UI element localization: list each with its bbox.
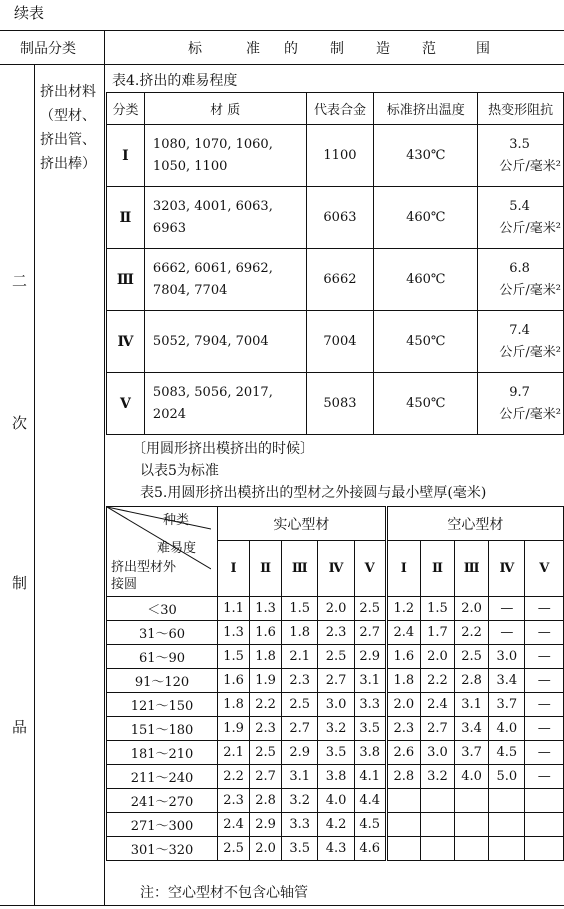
table5-solid-cell: 2.5 (250, 741, 282, 765)
table4-temp-cell: 460℃ (374, 249, 478, 311)
table4-row (107, 125, 564, 187)
table5-hollow-cell (525, 837, 564, 861)
table5-hollow-cell: — (525, 621, 564, 645)
table5-range-cell: 31～60 (107, 621, 218, 645)
table4-class-cell: Ⅲ (107, 249, 145, 311)
rule-category-divider (104, 30, 105, 905)
table5-row (107, 693, 564, 717)
table5-solid-cell: 1.8 (250, 645, 282, 669)
table5-solid-cell: 2.0 (318, 597, 354, 621)
table5-class-header: Ⅲ (282, 541, 318, 597)
table4-temp-cell: 460℃ (374, 187, 478, 249)
table4-title: 表4.挤出的难易程度 (112, 73, 238, 89)
corner-row-label: 挤出型材外接圆 (111, 560, 177, 592)
material-line: 6662, 6061, 6962, (152, 260, 273, 276)
table5-solid-cell: 4.0 (318, 789, 354, 813)
note-round-die: 〔用圆形挤出模挤出的时候〕 (132, 441, 314, 457)
resistance-value: 5.4 (509, 198, 530, 214)
table5-class-header: Ⅴ (525, 541, 564, 597)
table5-solid-cell: 2.7 (250, 765, 282, 789)
table5-hollow-cell: — (525, 669, 564, 693)
table5-class-header: Ⅱ (250, 541, 282, 597)
resistance-value: 3.5 (509, 136, 530, 152)
header-category: 制品分类 (20, 41, 76, 57)
table5-solid-cell: 2.7 (282, 717, 318, 741)
section-char-3: 制 (12, 574, 28, 592)
table5-row (107, 621, 564, 645)
header-standard-char-3: 的 (284, 41, 298, 57)
table5-hollow-cell: 1.7 (420, 621, 454, 645)
table5-hollow-cell (386, 837, 420, 861)
material-line: 5083, 5056, 2017, (152, 384, 273, 400)
table5-hollow-cell: — (489, 597, 525, 621)
subcategory-line: （型材、 (40, 108, 96, 124)
table5-hollow-cell (420, 789, 454, 813)
table5-hollow-cell: 2.0 (455, 597, 489, 621)
table5-class-header: Ⅳ (489, 541, 525, 597)
subcategory-line: 挤出棒） (40, 156, 96, 172)
table5-class-header: Ⅱ (420, 541, 454, 597)
table5-solid-cell: 3.2 (318, 717, 354, 741)
table5-hollow-cell: 2.6 (386, 741, 420, 765)
subcategory-line: 挤出材料 (40, 84, 96, 100)
table5-solid-cell: 2.7 (318, 669, 354, 693)
table5-title: 表5.用圆形挤出模挤出的型材之外接圆与最小壁厚(毫米) (140, 485, 487, 501)
table5-solid-cell: 1.9 (250, 669, 282, 693)
resistance-unit: 公斤/毫米² (499, 406, 561, 422)
table4-header-class: 分类 (107, 93, 145, 125)
table4-header-temp: 标准挤出温度 (374, 93, 478, 125)
table5-solid-cell: 2.0 (250, 837, 282, 861)
section-char-1: 二 (12, 272, 28, 290)
table5-footnote: 注：空心型材不包含心轴管 (140, 885, 308, 901)
table4-alloy-cell: 5083 (306, 373, 374, 435)
table4-class-cell: Ⅴ (107, 373, 145, 435)
table5-solid-cell: 4.6 (354, 837, 386, 861)
corner-difficulty-label: 难易度 (157, 541, 197, 556)
material-line: 2024 (152, 406, 187, 422)
table5-hollow-cell: 1.2 (386, 597, 420, 621)
table5-range-cell: 211～240 (107, 765, 218, 789)
table4-resistance-cell (478, 249, 564, 311)
table5-hollow-cell: — (525, 717, 564, 741)
table5-hollow-cell (455, 789, 489, 813)
table5-range-cell: 271～300 (107, 813, 218, 837)
table5-row (107, 813, 564, 837)
table4-material-cell (144, 249, 306, 311)
table5-solid-cell: 4.2 (318, 813, 354, 837)
table5-row (107, 645, 564, 669)
table5-hollow-cell (455, 837, 489, 861)
table5-hollow-cell: — (525, 645, 564, 669)
table4-resistance-cell (478, 311, 564, 373)
table5-hollow-cell: 2.4 (386, 621, 420, 645)
table5-hollow-cell: 3.1 (455, 693, 489, 717)
table4-temp-cell: 450℃ (374, 311, 478, 373)
table5-hollow-cell: — (525, 597, 564, 621)
table5-hollow-cell: 2.2 (455, 621, 489, 645)
table4-material-cell (144, 373, 306, 435)
table5-hollow-cell: — (525, 741, 564, 765)
material-line: 6963 (152, 220, 187, 236)
table5-hollow-cell (420, 813, 454, 837)
table5-class-header: Ⅰ (218, 541, 250, 597)
table5-solid-cell: 2.8 (250, 789, 282, 813)
table5-group-row (107, 507, 564, 541)
table5-solid-cell: 2.5 (218, 837, 250, 861)
table5-hollow-cell (525, 789, 564, 813)
table5-range-cell: 151～180 (107, 717, 218, 741)
table4-resistance-cell (478, 187, 564, 249)
table5-solid-cell: 2.2 (250, 693, 282, 717)
table4-row (107, 311, 564, 373)
table5-hollow-cell: 5.0 (489, 765, 525, 789)
table5-row (107, 669, 564, 693)
table5-solid-cell: 3.3 (354, 693, 386, 717)
table5-solid-cell: 3.8 (354, 741, 386, 765)
table5-range-cell: 61～90 (107, 645, 218, 669)
table5-solid-cell: 4.3 (318, 837, 354, 861)
table5-hollow-cell: 2.3 (386, 717, 420, 741)
table5-class-header: Ⅰ (386, 541, 420, 597)
table5-row (107, 789, 564, 813)
table5-solid-cell: 2.1 (218, 741, 250, 765)
header-standard-char-7: 围 (476, 41, 490, 57)
table5-row (107, 765, 564, 789)
table5-solid-cell: 2.3 (218, 789, 250, 813)
table5-solid-cell: 1.5 (218, 645, 250, 669)
material-line: 7804, 7704 (152, 282, 228, 298)
material-line: 3203, 4001, 6063, (152, 198, 273, 214)
table5-solid-cell: 3.5 (282, 837, 318, 861)
table5-hollow-cell: — (525, 765, 564, 789)
table4-temp-cell: 450℃ (374, 373, 478, 435)
header-standard-char-4: 制 (330, 41, 344, 57)
table4-alloy-cell: 6063 (306, 187, 374, 249)
table5-solid-cell: 1.1 (218, 597, 250, 621)
table4-header-material: 材 质 (144, 93, 306, 125)
table5-row (107, 837, 564, 861)
table5-solid-cell: 2.5 (318, 645, 354, 669)
table5-hollow-header: 空心型材 (386, 507, 563, 541)
section-char-2: 次 (12, 414, 28, 432)
table5-hollow-cell: 3.0 (420, 741, 454, 765)
table4-alloy-cell: 1100 (306, 125, 374, 187)
table5-hollow-cell: 3.2 (420, 765, 454, 789)
table5-hollow-cell: 2.8 (386, 765, 420, 789)
subcategory-label (40, 80, 96, 176)
table5-hollow-cell (386, 813, 420, 837)
table5-hollow-cell: 3.4 (489, 669, 525, 693)
table5-hollow-cell: — (525, 693, 564, 717)
table4-alloy-cell: 7004 (306, 311, 374, 373)
header-standard-char-5: 造 (376, 41, 390, 57)
table5-row (107, 741, 564, 765)
table5-solid-cell: 2.4 (218, 813, 250, 837)
continued-label: 续表 (14, 4, 45, 22)
table4 (106, 92, 564, 435)
table5-solid-cell: 3.1 (282, 765, 318, 789)
table5-hollow-cell: 3.7 (489, 693, 525, 717)
table5-range-cell: 181～210 (107, 741, 218, 765)
table5-solid-cell: 1.6 (218, 669, 250, 693)
material-line: 5052, 7904, 7004 (152, 333, 269, 349)
table5-solid-cell: 1.3 (250, 597, 282, 621)
table5-hollow-cell: 1.8 (386, 669, 420, 693)
table5-hollow-cell: 2.0 (386, 693, 420, 717)
table5-solid-cell: 2.9 (250, 813, 282, 837)
table5-hollow-cell: 2.0 (420, 645, 454, 669)
table5-solid-cell: 2.5 (354, 597, 386, 621)
table4-material-cell (144, 311, 306, 373)
table5-solid-cell: 1.6 (250, 621, 282, 645)
table5-row (107, 717, 564, 741)
table5-hollow-cell: — (489, 621, 525, 645)
resistance-value: 7.4 (509, 322, 530, 338)
table5-hollow-cell (489, 837, 525, 861)
material-line: 1050, 1100 (152, 158, 228, 174)
table5 (106, 506, 564, 861)
resistance-unit: 公斤/毫米² (499, 220, 561, 236)
resistance-value: 9.7 (509, 384, 530, 400)
table5-solid-cell: 2.1 (282, 645, 318, 669)
table5-hollow-cell (386, 789, 420, 813)
table4-material-cell (144, 125, 306, 187)
table4-alloy-cell: 6662 (306, 249, 374, 311)
table4-row (107, 187, 564, 249)
table5-solid-cell: 2.7 (354, 621, 386, 645)
table5-range-cell: 121～150 (107, 693, 218, 717)
table5-body (107, 597, 564, 861)
table5-range-cell: 301～320 (107, 837, 218, 861)
table5-hollow-cell: 4.5 (489, 741, 525, 765)
table4-header-row (107, 93, 564, 125)
header-standard-char-1: 标 (188, 41, 202, 57)
rule-section-divider (34, 64, 35, 905)
table5-hollow-cell: 2.2 (420, 669, 454, 693)
note-standard: 以表5为标准 (140, 463, 219, 479)
table5-class-header: Ⅴ (354, 541, 386, 597)
table4-row (107, 249, 564, 311)
table5-range-cell: 241～270 (107, 789, 218, 813)
table4-resistance-cell (478, 373, 564, 435)
table5-solid-cell: 3.8 (318, 765, 354, 789)
table5-hollow-cell (525, 813, 564, 837)
table5-solid-cell: 2.3 (318, 621, 354, 645)
table4-resistance-cell (478, 125, 564, 187)
table5-solid-cell: 1.8 (282, 621, 318, 645)
table5-solid-cell: 2.2 (218, 765, 250, 789)
subcategory-line: 挤出管、 (40, 132, 96, 148)
table5-hollow-cell: 1.6 (386, 645, 420, 669)
table5-solid-cell: 2.5 (282, 693, 318, 717)
table5-solid-cell: 4.5 (354, 813, 386, 837)
table5-hollow-cell (489, 813, 525, 837)
table4-class-cell: Ⅱ (107, 187, 145, 249)
table5-solid-cell: 3.1 (354, 669, 386, 693)
rule-bottom (0, 905, 564, 906)
table5-range-cell: ＜30 (107, 597, 218, 621)
table5-hollow-cell (420, 837, 454, 861)
table5-solid-cell: 3.5 (354, 717, 386, 741)
table5-solid-cell: 2.9 (282, 741, 318, 765)
corner-kind-label: 种类 (163, 513, 190, 528)
table5-hollow-cell: 2.7 (420, 717, 454, 741)
table5-hollow-cell: 2.5 (455, 645, 489, 669)
table5-solid-cell: 2.3 (282, 669, 318, 693)
table5-hollow-cell: 4.0 (489, 717, 525, 741)
rule-top (0, 30, 564, 31)
table5-solid-cell: 2.9 (354, 645, 386, 669)
table5-class-header: Ⅳ (318, 541, 354, 597)
table5-solid-cell: 4.1 (354, 765, 386, 789)
resistance-unit: 公斤/毫米² (499, 158, 561, 174)
table4-header-resistance: 热变形阻抗 (478, 93, 564, 125)
header-standard-char-6: 范 (422, 41, 436, 57)
table5-solid-cell: 1.5 (282, 597, 318, 621)
table5-solid-cell: 3.2 (282, 789, 318, 813)
table5-row (107, 597, 564, 621)
table5-hollow-cell: 2.4 (420, 693, 454, 717)
material-line: 1080, 1070, 1060, (152, 136, 273, 152)
resistance-unit: 公斤/毫米² (499, 344, 561, 360)
table5-solid-cell: 1.9 (218, 717, 250, 741)
table4-material-cell (144, 187, 306, 249)
table5-solid-cell: 2.3 (250, 717, 282, 741)
section-char-4: 品 (12, 718, 28, 736)
table5-solid-cell: 3.5 (318, 741, 354, 765)
table4-header-alloy: 代表合金 (306, 93, 374, 125)
table5-hollow-cell: 1.5 (420, 597, 454, 621)
rule-header-bottom (0, 64, 564, 65)
table5-hollow-cell: 4.0 (455, 765, 489, 789)
header-standard-char-2: 准 (246, 41, 260, 57)
resistance-value: 6.8 (509, 260, 530, 276)
table5-solid-header: 实心型材 (218, 507, 387, 541)
table5-solid-cell: 3.3 (282, 813, 318, 837)
table5-corner-cell (107, 507, 218, 597)
table5-solid-cell: 3.0 (318, 693, 354, 717)
table4-temp-cell: 430℃ (374, 125, 478, 187)
table4-class-cell: Ⅰ (107, 125, 145, 187)
table4-class-cell: Ⅳ (107, 311, 145, 373)
table5-hollow-cell (489, 789, 525, 813)
resistance-unit: 公斤/毫米² (499, 282, 561, 298)
table4-row (107, 373, 564, 435)
table5-hollow-cell: 2.8 (455, 669, 489, 693)
table5-solid-cell: 1.8 (218, 693, 250, 717)
table5-hollow-cell (455, 813, 489, 837)
table5-hollow-cell: 3.0 (489, 645, 525, 669)
table5-hollow-cell: 3.7 (455, 741, 489, 765)
table5-hollow-cell: 3.4 (455, 717, 489, 741)
table5-class-header: Ⅲ (455, 541, 489, 597)
table5-range-cell: 91～120 (107, 669, 218, 693)
table5-solid-cell: 4.4 (354, 789, 386, 813)
table5-solid-cell: 1.3 (218, 621, 250, 645)
